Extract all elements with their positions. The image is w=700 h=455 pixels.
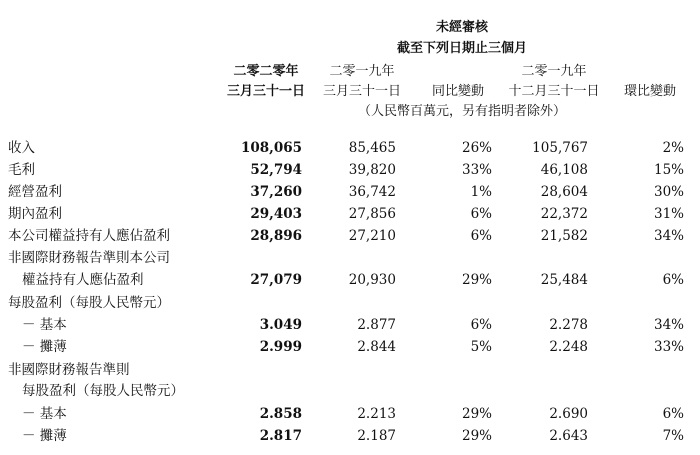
row-value-c3: 26% [461,140,492,156]
row-value-c2: 2.877 [357,317,396,333]
row-value-c5: 15% [653,162,684,178]
row-label: 期內盈利 [8,206,62,222]
row-value-c5: 2% [662,140,684,156]
row-label: － 攤薄 [22,428,67,444]
col2-header-date: 三月三十一日 [322,84,402,99]
row-value-c3: 6% [470,228,492,244]
row-value-c4: 25,484 [540,272,588,288]
row-value-c5: 6% [662,406,684,422]
row-value-c3: 1% [470,184,492,200]
row-value-c4: 22,372 [540,206,588,222]
row-label: 本公司權益持有人應佔盈利 [8,228,170,244]
col5-header-qoq: 環比變動 [623,84,677,99]
row-value-c1: 108,065 [240,140,302,156]
col1-header-year: 二零二零年 [233,64,299,79]
row-value-c4: 28,604 [540,184,588,200]
row-value-c2: 2.844 [357,339,396,355]
row-label: 權益持有人應佔盈利 [22,272,144,288]
row-value-c3: 6% [470,206,492,222]
row-value-c3: 6% [470,317,492,333]
row-value-c2: 39,820 [348,162,396,178]
row-label: 非國際財務報告準則 [8,362,130,378]
row-label: 經營盈利 [8,184,62,200]
header-period: 截至下列日期止三個月 [396,41,528,56]
row-value-c2: 27,210 [348,228,396,244]
row-value-c1: 37,260 [250,184,302,200]
row-label: 非國際財務報告準則本公司 [8,250,170,266]
row-label: 每股盈利（每股人民幣元） [22,383,184,399]
row-value-c3: 29% [461,428,492,444]
col3-header-yoy: 同比變動 [431,84,485,99]
row-value-c4: 2.690 [549,406,588,422]
row-value-c5: 34% [653,228,684,244]
col4-header-year: 二零一九年 [521,64,587,79]
col4-header-date: 十二月三十一日 [508,84,600,99]
row-value-c4: 2.643 [549,428,588,444]
row-value-c5: 34% [653,317,684,333]
row-value-c3: 29% [461,272,492,288]
row-label: － 基本 [22,317,67,333]
row-value-c5: 33% [653,339,684,355]
row-value-c4: 21,582 [540,228,588,244]
row-value-c3: 5% [470,339,492,355]
row-value-c1: 27,079 [250,272,302,288]
row-label: 毛利 [8,162,35,178]
row-value-c5: 6% [662,272,684,288]
row-value-c5: 31% [653,206,684,222]
row-value-c1: 3.049 [259,317,302,333]
row-value-c4: 2.278 [549,317,588,333]
row-value-c4: 105,767 [532,140,588,156]
header-unaudited: 未經審核 [435,20,489,35]
row-label: 收入 [8,140,35,156]
row-value-c4: 2.248 [549,339,588,355]
row-value-c2: 85,465 [348,140,396,156]
row-value-c1: 28,896 [250,228,302,244]
row-value-c5: 30% [653,184,684,200]
row-label: － 基本 [22,406,67,422]
row-value-c1: 29,403 [250,206,302,222]
row-value-c2: 2.187 [357,428,396,444]
row-value-c2: 20,930 [348,272,396,288]
row-value-c2: 27,856 [348,206,396,222]
col1-header-date: 三月三十一日 [226,84,306,99]
col2-header-year: 二零一九年 [329,64,395,79]
row-label: － 攤薄 [22,339,67,355]
row-value-c3: 33% [461,162,492,178]
row-value-c2: 2.213 [357,406,396,422]
row-value-c1: 2.858 [259,406,302,422]
row-value-c1: 2.817 [259,428,302,444]
row-value-c5: 7% [662,428,684,444]
row-value-c1: 52,794 [250,162,302,178]
row-value-c3: 29% [461,406,492,422]
row-value-c1: 2.999 [259,339,302,355]
row-value-c4: 46,108 [540,162,588,178]
row-value-c2: 36,742 [348,184,396,200]
row-label: 每股盈利（每股人民幣元） [8,295,170,311]
unit-note: （人民幣百萬元，另有指明者除外） [357,104,567,119]
